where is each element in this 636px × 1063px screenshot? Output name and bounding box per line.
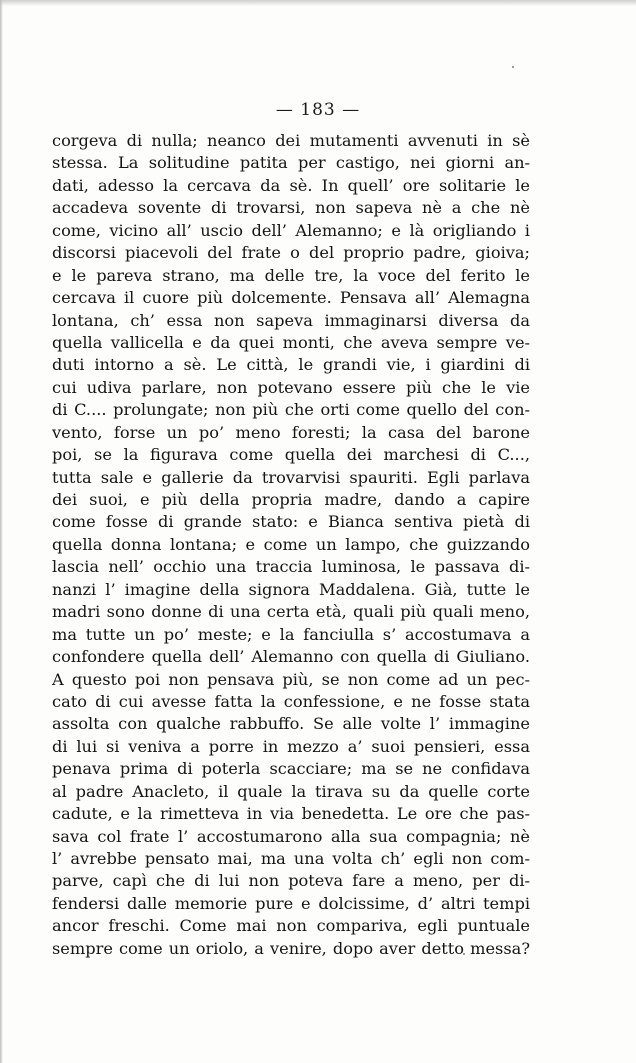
text-line: cato di cui avesse fatta la confessione, e ne fosse stata <box>52 691 530 711</box>
text-line: e le pareva strano, ma delle tre, la voce del ferito le <box>52 265 530 285</box>
text-line: dei suoi, e più della propria madre, dando a capire <box>52 490 530 509</box>
text-line: madri sono donne di una certa età, quali più quali meno, <box>52 602 530 622</box>
page-number: — 183 — <box>275 100 361 120</box>
text-line: ancor freschi. Come mai non compariva, egli puntuale <box>52 916 530 936</box>
text-line: vento, forse un po’ meno foresti; la casa del barone <box>52 422 530 442</box>
text-line: al padre Anacleto, il quale la tirava su da quelle corte <box>52 781 530 801</box>
text-line: poi, se la figurava come quella dei marchesi di C..., <box>52 445 530 465</box>
text-line: quella donna lontana; e come un lampo, che guizzando <box>52 534 530 554</box>
text-line: fendersi dalle memorie pure e dolcissime, d’ altri tempi <box>52 893 530 913</box>
text-line: duti intorno a sè. Le città, le grandi vie, i giardini di <box>52 355 530 375</box>
text-line: penava prima di poterla scacciare; ma se ne confidava <box>52 759 530 779</box>
text-line: dati, adesso la cercava da sè. In quell’ ore solitarie le <box>52 175 530 195</box>
text-line: nanzi l’ imagine della signora Maddalena. Già, tutte le <box>52 579 530 599</box>
text-line: discorsi piacevoli del frate o del proprio padre, gioiva; <box>52 243 530 263</box>
text-line: lascia nell’ occhio una traccia luminosa, le passava di- <box>52 557 530 577</box>
text-line: l’ avrebbe pensato mai, ma una volta ch’ egli non com- <box>52 849 530 868</box>
text-line: come, vicino all’ uscio dell’ Alemanno; e là origliando i <box>52 220 530 240</box>
text-line: di lui si veniva a porre in mezzo a’ suoi pensieri, essa <box>52 736 530 756</box>
scan-top-edge <box>0 0 636 6</box>
text-line: come fosse di grande stato: e Bianca sentiva pietà di <box>52 512 530 532</box>
text-line: sempre come un oriolo, a venire, dopo aver detto messa? <box>52 938 530 958</box>
text-line: quella vallicella e da quei monti, che aveva sempre ve- <box>52 332 530 352</box>
text-line: parve, capì che di lui non poteva fare a meno, per di- <box>52 871 530 891</box>
text-line: stessa. La solitudine patita per castigo, nei giorni an- <box>52 153 530 173</box>
text-line: ma tutte un po’ meste; e la fanciulla s’ accostumava a <box>52 624 530 644</box>
text-line: corgeva di nulla; neanco dei mutamenti avvenuti in sè <box>52 131 530 150</box>
text-line: A questo poi non pensava più, se non come ad un pec- <box>52 669 530 689</box>
text-line: confondere quella dell’ Alemanno con quella di Giuliano. <box>52 647 530 667</box>
scan-left-edge <box>0 0 3 1063</box>
body-text <box>52 130 530 960</box>
text-line: assolta con qualche rabbuffo. Se alle volte l’ immagine <box>52 714 530 734</box>
text-line: accadeva sovente di trovarsi, non sapeva nè a che nè <box>52 198 530 218</box>
text-line: lontana, ch’ essa non sapeva immaginarsi diversa da <box>52 310 530 330</box>
paper-speck <box>512 66 514 68</box>
text-line: tutta sale e gallerie da trovarvisi spauriti. Egli parlava <box>52 467 530 487</box>
text-line: sava col frate l’ accostumarono alla sua compagnia; nè <box>52 826 530 846</box>
text-line: cadute, e la rimetteva in via benedetta. Le ore che pas- <box>52 804 530 824</box>
text-line: cui udiva parlare, non potevano essere più che le vie <box>52 377 530 397</box>
text-line: di C.... prolungate; non più che orti come quello del con- <box>52 400 530 420</box>
text-line: cercava il cuore più dolcemente. Pensava all’ Alemagna <box>52 288 530 308</box>
